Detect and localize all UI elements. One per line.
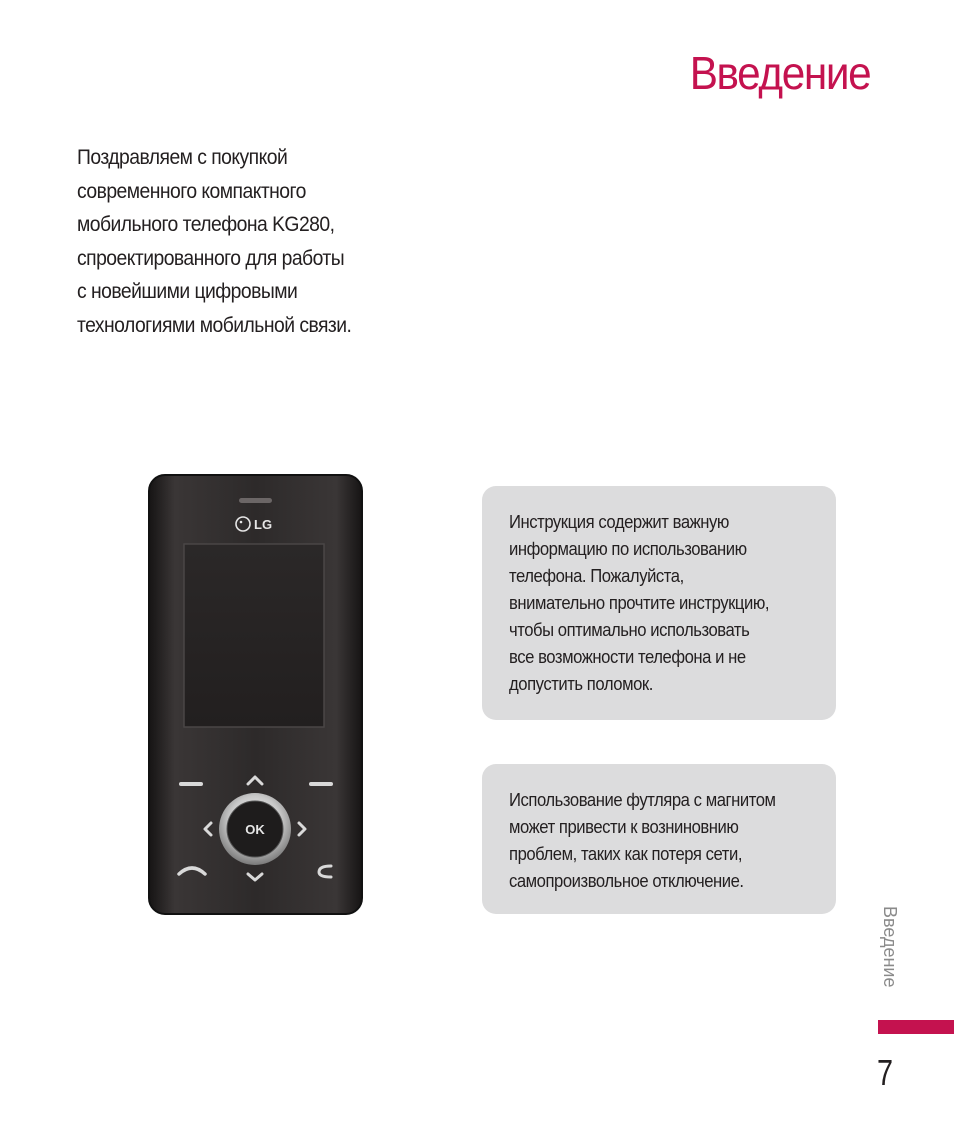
- intro-line: мобильного телефона KG280,: [77, 212, 335, 237]
- warning-note: [482, 764, 836, 914]
- note-line: Использование футляра с магнитом: [509, 789, 776, 810]
- note-line: Инструкция содержит важную: [509, 511, 729, 532]
- phone-illustration: [148, 474, 363, 915]
- intro-line: с новейшими цифровыми: [77, 279, 298, 304]
- intro-line: Поздравляем с покупкой: [77, 145, 288, 169]
- note-line: самопроизвольное отключение.: [509, 870, 744, 891]
- page-title: Введение: [689, 47, 870, 99]
- page-number: 7: [877, 1052, 894, 1093]
- note-line: чтобы оптимально использовать: [509, 619, 750, 640]
- intro-line: современного компактного: [77, 178, 306, 203]
- note-line: телефона. Пожалуйста,: [509, 565, 684, 586]
- intro-line: спроектированного для работы: [77, 245, 345, 270]
- left-soft-key-icon: [179, 782, 203, 786]
- note-line: информацию по использованию: [509, 538, 747, 559]
- section-side-label: Введение: [880, 906, 900, 988]
- note-line: допустить поломок.: [509, 673, 653, 694]
- phone-screen: [184, 544, 324, 727]
- ok-label: OK: [245, 822, 265, 837]
- brand-label: LG: [254, 517, 273, 532]
- intro-paragraph: [77, 141, 437, 343]
- phone-earpiece: [239, 498, 272, 503]
- note-line: может привести к возниновнию: [509, 816, 739, 837]
- note-line: проблем, таких как потеря сети,: [509, 843, 743, 864]
- info-note: [482, 486, 836, 720]
- section-marker-bar: [878, 1020, 954, 1034]
- note-line: внимательно прочтите инструкцию,: [509, 592, 770, 613]
- note-line: все возможности телефона и не: [509, 646, 746, 667]
- intro-line: технологиями мобильной связи.: [77, 312, 352, 337]
- right-soft-key-icon: [309, 782, 333, 786]
